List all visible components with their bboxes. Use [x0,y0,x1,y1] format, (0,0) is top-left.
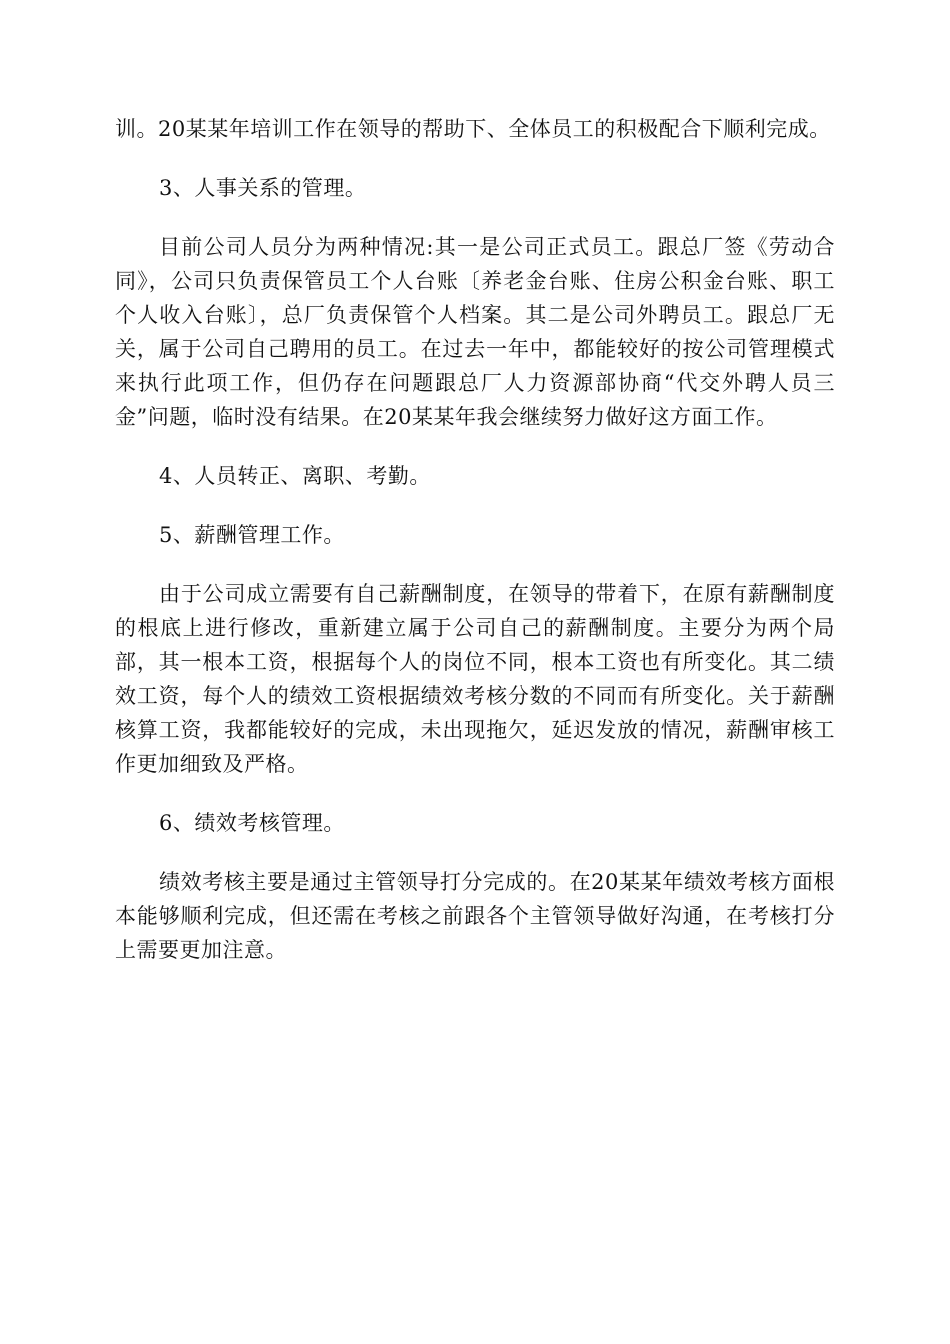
paragraph-performance-appraisal: 绩效考核主要是通过主管领导打分完成的。在20某某年绩效考核方面根本能够顺利完成，但还需在考核之前跟各个主管领导做好沟通，在考核打分上需要更加注意。 [115,870,835,962]
heading-salary-management: 5、薪酬管理工作。 [159,523,345,547]
heading-performance-appraisal: 6、绩效考核管理。 [159,811,345,835]
paragraph-salary-management: 由于公司成立需要有自己薪酬制度，在领导的带着下，在原有薪酬制度的根底上进行修改，重新建立属于公司自己的薪酬制度。主要分为两个局部，其一根本工资，根据每个人的岗位不同，根本工资也有所变化。其二绩效工资，每个人的绩效工资根据绩效考核分数的不同而有所变化。关于薪酬核算工资，我都能较好的完成，未出现拖欠，延迟发放的情况，薪酬审核工作更加细致及严格。 [115,582,835,776]
document-page [115,112,835,967]
heading-personnel-relations: 3、人事关系的管理。 [159,176,367,200]
heading-staff-changes: 4、人员转正、离职、考勤。 [159,464,431,488]
paragraph-personnel-relations: 目前公司人员分为两种情况:其一是公司正式员工。跟总厂签《劳动合同》，公司只负责保管员工个人台账〔养老金台账、住房公积金台账、职工个人收入台账〕，总厂负责保管个人档案。其二是公司外聘员工。跟总厂无关，属于公司自己聘用的员工。在过去一年中，都能较好的按公司管理模式来执行此项工作，但仍存在问题跟总厂人力资源部协商“代交外聘人员三金”问题，临时没有结果。在20某某年我会继续努力做好这方面工作。 [115,235,835,429]
paragraph-training-continued: 训。20某某年培训工作在领导的帮助下、全体员工的积极配合下顺利完成。 [115,117,831,141]
